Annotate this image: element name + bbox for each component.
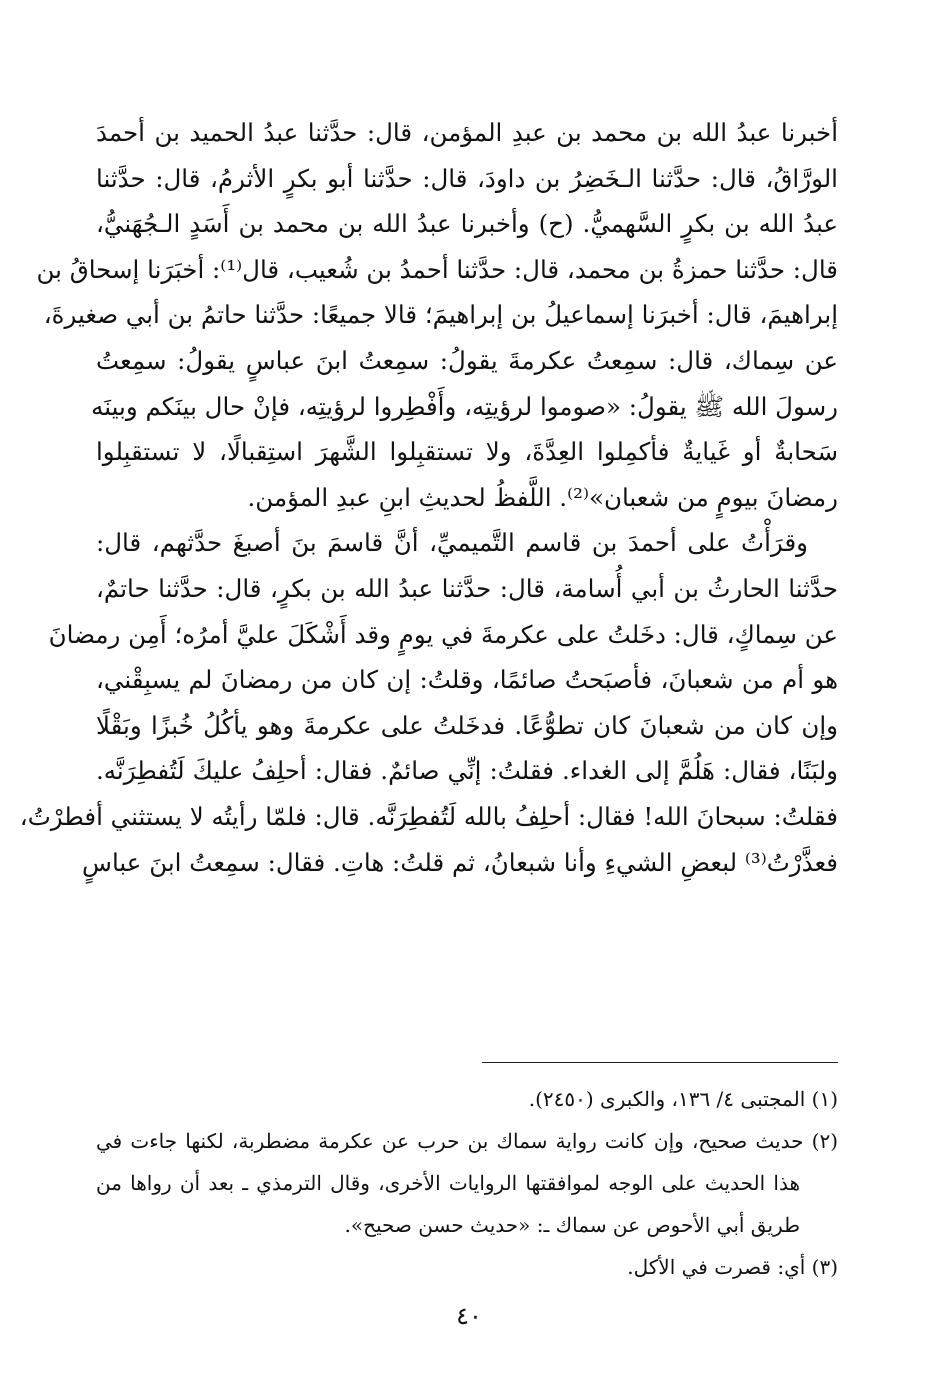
footnote-1: (١) المجتبى ٤/ ١٣٦، والكبرى (٢٤٥٠). bbox=[528, 1087, 838, 1111]
text-line: عن سِماك، قال: سمِعتُ عكرمةَ يقولُ: سمِعتُ ابنَ عباسٍ يقولُ: سمِعتُ bbox=[96, 345, 838, 375]
text-line: أخبرنا عبدُ الله بن محمد بن عبدِ المؤمن، قال: حدَّثنا عبدُ الحميد بن أحمدَ bbox=[96, 118, 838, 147]
paragraph-2 bbox=[19, 520, 838, 885]
text-line: هو أم من شعبانَ، فأصبَحتُ صائمًا، وقلتُ: إن كان من رمضانَ لم يسبِقْني، bbox=[96, 665, 838, 695]
footnote-2-continuation: طريق أبي الأحوص عن سماك ـ: «حديث حسن صحيح». bbox=[344, 1213, 800, 1237]
footnote-2-continuation: هذا الحديث على الوجه لموافقتها الروايات الأخرى، وقال الترمذي ـ بعد أن رواها من bbox=[96, 1171, 800, 1195]
footnote-3: (٣) أي: قصرت في الأكل. bbox=[627, 1255, 838, 1279]
text-line: عن سِماكٍ، قال: دخَلتُ على عكرمةَ في يومٍ وقد أَشْكَلَ عليَّ أمرُه؛ أَمِن رمضانَ bbox=[48, 619, 838, 649]
footnotes bbox=[96, 1078, 838, 1288]
text-line: فقلتُ: سبحانَ الله! فقال: أحلِفُ بالله لَتُفطِرَنَّه. قال: فلمّا رأيتُه لا يستثني أفطرْتُ، bbox=[19, 801, 838, 831]
text-line: إبراهيمَ، قال: أخبرَنا إسماعيلُ بن إبراهيمَ؛ قالا جميعًا: حدَّثنا حاتمُ بن أبي صغيرةَ، bbox=[43, 300, 838, 330]
text-line: رسولَ الله ﷺ يقولُ: «صوموا لرؤيتِه، وأَفْطِروا لرؤيتِه، فإنْ حال بينَكم وبينَه bbox=[91, 391, 838, 421]
page-number: ٤٠ bbox=[456, 1302, 482, 1330]
text-line: حدَّثنا الحارثُ بن أبي أُسامة، قال: حدَّثنا عبدُ الله بن بكرٍ، قال: حدَّثنا حاتمٌ، bbox=[96, 573, 838, 603]
text-line: قال: حدَّثنا حمزةُ بن محمد، قال: حدَّثنا أحمدُ بن شُعيب، قال⁽¹⁾: أخبَرَنا إسحاقُ بن bbox=[36, 254, 838, 284]
text-line: وقرَأْتُ على أحمدَ بن قاسم التَّميميِّ، أنَّ قاسمَ بنَ أصبغَ حدَّثهم، قال: bbox=[96, 528, 808, 558]
text-line: سَحابةٌ أو غَيايةٌ فأكمِلوا العِدَّةَ، ولا تستقبِلوا الشَّهرَ استِقبالًا، لا تستقبِلوا bbox=[96, 437, 838, 467]
text-line: رمضانَ بيومٍ من شعبان»⁽²⁾. اللَّفظُ لحديثِ ابنِ عبدِ المؤمن. bbox=[247, 482, 838, 512]
main-text bbox=[19, 110, 838, 885]
paragraph-1 bbox=[36, 110, 838, 520]
text-line: ولبَنًا، فقال: هَلُمَّ إلى الغداء. فقلتُ: إنِّي صائمٌ. فقال: أحلِفُ عليكَ لَتُفطِرَنَّه. bbox=[96, 756, 838, 786]
text-line: الورَّاقُ، قال: حدَّثنا الـخَضِرُ بن داودَ، قال: حدَّثنا أبو بكرٍ الأثرمُ، قال: حدَّثنا bbox=[96, 163, 838, 193]
footnote-divider bbox=[482, 1062, 838, 1063]
footnote-2: (٢) حديث صحيح، وإن كانت رواية سماك بن حرب عن عكرمة مضطربة، لكنها جاءت في bbox=[96, 1129, 838, 1153]
text-line: عبدُ الله بن بكرٍ السَّهميُّ. (ح) وأخبرنا عبدُ الله بن محمد بن أَسَدٍ الـجُهَنيُّ، bbox=[96, 209, 838, 239]
text-line: وإن كان من شعبانَ كان تطوُّعًا. فدخَلتُ على عكرمةَ وهو يأكُلُ خُبزًا وبَقْلًا bbox=[96, 710, 838, 740]
text-line: فعذَّرْتُ⁽³⁾ لبعضِ الشيءِ وأنا شبعانُ، ثم قلتُ: هاتِ. فقال: سمِعتُ ابنَ عباسٍ bbox=[82, 847, 838, 877]
